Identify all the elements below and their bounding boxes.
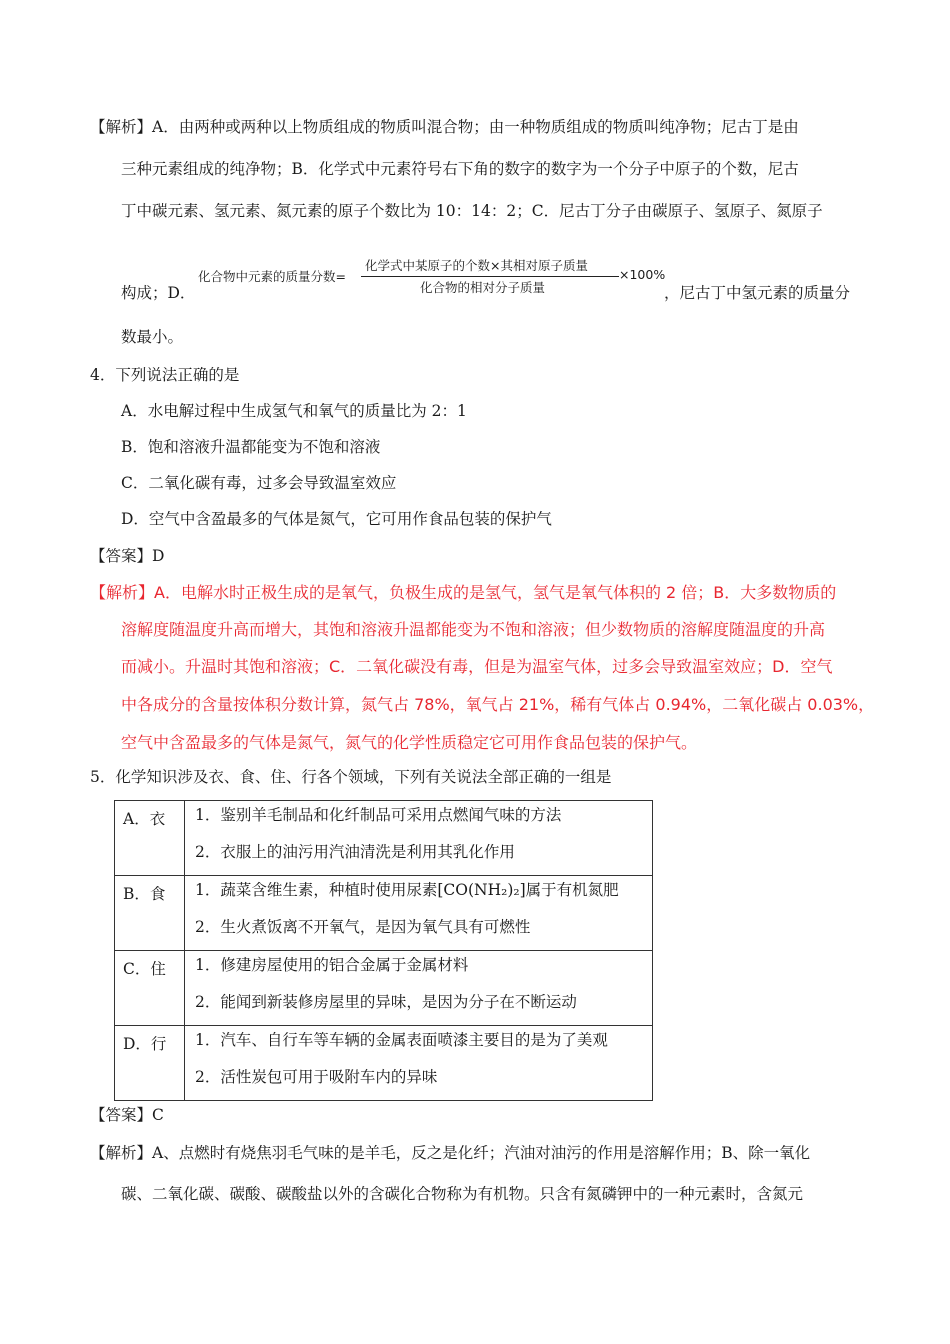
analysis-q3-line-4-suffix: ，尼古丁中氢元素的质量分 [664,284,851,302]
row-category: B．食 [115,876,185,951]
analysis-q3-line-5: 数最小。 [121,328,184,346]
q4-stem: 4．下列说法正确的是 [90,366,240,384]
row-items [185,951,653,1026]
table-row [115,876,653,951]
formula-times-100: ×100% [619,267,666,282]
formula-lhs: 化合物中元素的质量分数= [198,269,346,284]
q5-analysis-line-2: 碳、二氧化碳、碳酸、碳酸盐以外的含碳化合物称为有机物。只含有氮磷钾中的一种元素时，含氮元 [121,1185,804,1203]
q5-stem: 5．化学知识涉及衣、食、住、行各个领域，下列有关说法全部正确的一组是 [90,768,612,786]
row-items [185,1026,653,1101]
row-category: C．住 [115,951,185,1026]
analysis-q3-line-2: 三种元素组成的纯净物；B．化学式中元素符号右下角的数字的数字为一个分子中原子的个数，尼古 [121,160,799,178]
q4-option-d: D．空气中含盈最多的气体是氮气，它可用作食品包装的保护气 [121,510,552,528]
q5-analysis-line-1: 【解析】A、点燃时有烧焦羽毛气味的是羊毛，反之是化纤；汽油对油污的作用是溶解作用；B、除一氧化 [90,1144,811,1162]
q4-analysis-line-1: 【解析】A．电解水时正极生成的是氧气，负极生成的是氢气，氢气是氧气体积的 2 倍；B．大多数物质的 [90,583,837,602]
q4-option-c: C．二氧化碳有毒，过多会导致温室效应 [121,474,397,492]
q5-answer: 【答案】C [90,1106,164,1124]
row-category: D．行 [115,1026,185,1101]
q4-analysis-line-4: 中各成分的含量按体积分数计算，氮气占 78%，氧气占 21%，稀有气体占 0.94%，二氧化碳占 0.03%， [121,695,875,714]
q4-analysis-line-3: 而减小。升温时其饱和溶液；C．二氧化碳没有毒，但是为温室气体，过多会导致温室效应；D．空气 [121,657,833,676]
formula-denominator: 化合物的相对分子质量 [420,280,546,295]
q4-answer: 【答案】D [90,547,165,565]
table-row [115,801,653,876]
mass-fraction-formula [198,256,666,300]
analysis-q3-line-1: 【解析】A．由两种或两种以上物质组成的物质叫混合物；由一种物质组成的物质叫纯净物；尼古丁是由 [90,118,799,136]
table-row [115,951,653,1026]
analysis-q3-line-4-prefix: 构成；D． [121,284,196,302]
list-item: 2．活性炭包可用于吸附车内的异味 [195,1068,438,1086]
list-item: 2．生火煮饭离不开氧气，是因为氧气具有可燃性 [195,918,531,936]
list-item: 2．衣服上的油污用汽油清洗是利用其乳化作用 [195,843,515,861]
analysis-q3-line-3: 丁中碳元素、氢元素、氮元素的原子个数比为 10：14：2；C．尼古丁分子由碳原子、氢原子、氮原子 [121,202,823,220]
q4-analysis-line-5: 空气中含盈最多的气体是氮气，氮气的化学性质稳定它可用作食品包装的保护气。 [121,733,698,752]
list-item: 2．能闻到新装修房屋里的异味，是因为分子在不断运动 [195,993,577,1011]
q4-analysis-line-2: 溶解度随温度升高而增大，其饱和溶液升温都能变为不饱和溶液；但少数物质的溶解度随温度的升高 [121,620,826,639]
list-item: 1．蔬菜含维生素，种植时使用尿素[CO(NH₂)₂]属于有机氮肥 [195,881,619,899]
row-items [185,801,653,876]
list-item: 1．修建房屋使用的铝合金属于金属材料 [195,956,469,974]
q4-option-b: B．饱和溶液升温都能变为不饱和溶液 [121,438,381,456]
q5-options-table [114,800,653,1101]
list-item: 1．鉴别羊毛制品和化纤制品可采用点燃闻气味的方法 [195,806,562,824]
list-item: 1．汽车、自行车等车辆的金属表面喷漆主要目的是为了美观 [195,1031,608,1049]
q4-option-a: A．水电解过程中生成氢气和氧气的质量比为 2：1 [121,402,467,420]
formula-fraction-bar [361,276,619,277]
table-row [115,1026,653,1101]
row-items [185,876,653,951]
row-category: A．衣 [115,801,185,876]
formula-numerator: 化学式中某原子的个数×其相对原子质量 [365,258,588,273]
